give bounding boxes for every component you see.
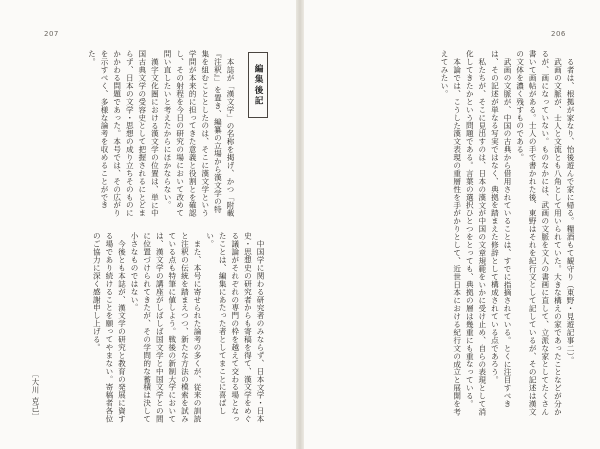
left-lower-body [28,232,266,428]
paragraph: 武画の文脈が、中国の古典から借用されていることは、すでに指摘されている。とくに注目すべきは、その記述が単なる写実ではなく、典拠を踏まえた修辞として構成されている点であろう。 [490,50,513,408]
author-signature: 〔大川 克己〕 [31,370,40,421]
right-body [332,50,576,420]
left-page [0,0,296,449]
section-heading: 編集後記 [248,52,268,118]
left-upper-body [28,50,236,220]
page-number-right: 206 [551,30,566,38]
book-gutter [296,0,304,449]
paragraph: 漢字文化圏における漢文学の位置は、単に中国古典文学の受容史として把握されるにとどまらず、日本の文学・思想の成り立ちそのものにかかわる問題であった。本号では、その広がりを示すべく、多様な論考を収めることができた。 [87,50,160,217]
paragraph: 本誌が「漢文学」の名称を掲げ、かつ「附載『注釈』」を置き、編纂の立場から漢文学の特集を組むこととしたのは、そこに漢文学という学問が本来的に担ってきた意義と役割とを確認し、その射程を今日の研究の場において改めて問い直したいと考えたからにほかならない。 [163,50,235,217]
paragraph: 中国学に関わる研究者のみならず、日本文学・日本史・思想史の研究者からも寄稿を得て、漢文学をめぐる議論がそれぞれの専門の枠を越えて交わる場となったことは、編集にあたった者としてまことに喜ばしい。 [205,232,265,423]
paragraph: 私たちが、そこに見出すのは、日本の漢文が中国の文章規範をいかに受け止め、自らの表現として消化してきたかという問題である。言葉の選択ひとつをとっても、典拠の層は幾重にも重なっている。 [465,50,487,416]
page-number-left: 207 [44,30,59,38]
paragraph: 武画の文脈が、士人と文流とも八角として用いられていた。大きな構えの家であったことなどが分かるが、画になっていない。ものなかには、武画の文脈を文人の書画に直して、立派な家としてたくさん書いて画帖がある。士人の手で書かれた後、東野はそれを紀行文として記しているが、その記述は漢文の文体を濃く残すものである。 [515,50,563,416]
paragraph: 本論では、こうした漢文表現の重層性を手がかりとして、近世日本における紀行文の成立と展開を考えてみたい。 [440,50,462,416]
paragraph: また、本号に寄せられた論考の多くが、従来の訓読と注釈の伝統を踏まえつつ、新たな方法の模索を試みている点も特筆に値しよう。戦後の新制大学においては、漢文学の講座がしばしば国文学と中国文学との間に位置づけられてきたが、その学問的な蓄積は決して小さなものではない。 [130,232,203,423]
paragraph: 今後とも本誌が、漢文学の研究と教育の発展に資する場であり続けることを願ってやまない。寄稿者各位のご協力に深く感謝申し上げる。 [92,232,127,423]
paragraph: る者は、根拠が家なり、怡後遊んで家に帰る。糧酒もて観守り（東野・見遊記事二）。 [566,57,575,364]
right-page [304,0,600,449]
